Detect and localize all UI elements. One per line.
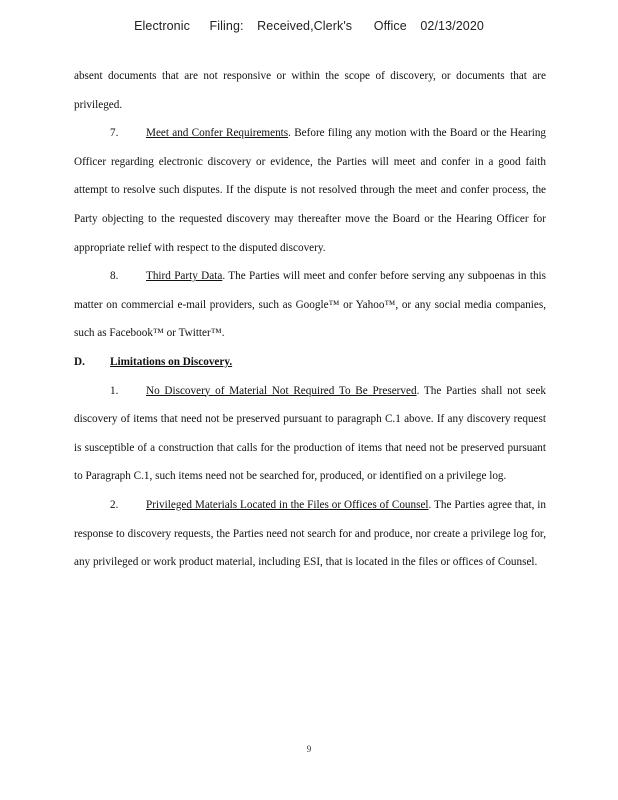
document-body	[74, 62, 546, 577]
item-d1-title: No Discovery of Material Not Required To Be Preserved	[146, 384, 417, 397]
stamp-word-filing: Filing:	[209, 19, 244, 33]
item-d2-text: . The Parties agree that, in response to discovery requests, the Parties need not search for and produce, nor create a privilege log for, any privileged or work product material, including ESI, that is located in the files or offices of Counsel.	[74, 498, 546, 569]
section-d-title: Limitations on Discovery.	[110, 355, 233, 368]
page-number: 9	[306, 744, 312, 754]
paragraph-7	[74, 119, 546, 262]
item-d2-title: Privileged Materials Located in the Files or Offices of Counsel	[146, 498, 429, 511]
electronic-filing-stamp	[0, 19, 618, 33]
section-d-heading	[74, 348, 546, 377]
paragraph-8-text: . The Parties will meet and confer before serving any subpoenas in this matter on commercial e-mail providers, such as Google™ or Yahoo™, or any social media companies, such as Facebook™ or Twitter™.	[74, 270, 547, 340]
paragraph-8-title: Third Party Data	[146, 270, 223, 283]
stamp-word-electronic: Electronic	[134, 19, 190, 33]
stamp-date: 02/13/2020	[420, 19, 484, 33]
section-d-letter: D.	[74, 355, 85, 368]
stamp-word-received: Received,Clerk's	[257, 19, 353, 33]
continuation-paragraph: absent documents that are not responsive or within the scope of discovery, or documents that are privileged.	[74, 70, 546, 111]
item-d2-number: 2.	[110, 498, 119, 511]
paragraph-7-title: Meet and Confer Requirements	[146, 127, 289, 140]
paragraph-8-number: 8.	[110, 270, 119, 283]
paragraph-7-number: 7.	[110, 127, 119, 140]
item-d1-number: 1.	[110, 384, 119, 397]
item-d2	[74, 491, 546, 577]
paragraph-8	[74, 262, 546, 348]
stamp-word-office: Office	[373, 19, 407, 33]
item-d1	[74, 377, 546, 491]
item-d1-text: . The Parties shall not seek discovery of items that need not be preserved pursuant to paragraph C.1 above. If any discovery request is susceptible of a construction that calls for the production of items that need not be preserved pursuant to Paragraph C.1, such items need not be searched for, produced, or identified on a privilege log.	[74, 384, 546, 483]
paragraph-7-text: . Before filing any motion with the Board or the Hearing Officer regarding electronic discovery or evidence, the Parties will meet and confer in a good faith attempt to resolve such disputes. If the dispute is not resolved through the meet and confer process, the Party objecting to the requested discovery may thereafter move the Board or the Hearing Officer for appropriate relief with respect to the disputed discovery.	[74, 127, 547, 254]
